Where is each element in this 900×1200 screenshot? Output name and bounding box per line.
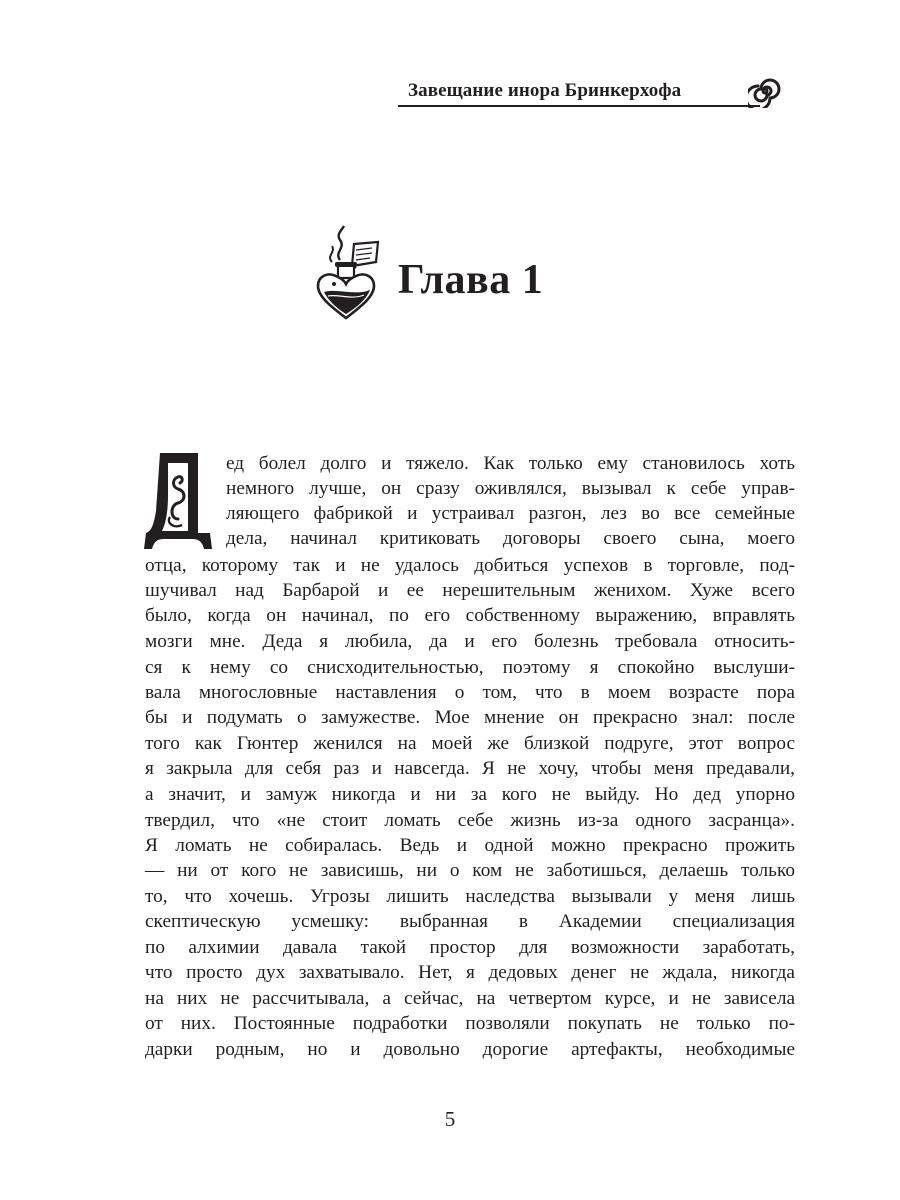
text-line: немного лучше, он сразу оживлялся, вызывал к себе управ- — [226, 478, 795, 499]
text-line: отца, которому так и не удалось добиться успехов в торговле, под- — [145, 555, 795, 576]
text-line: по алхимии давала такой простор для возможности заработать, — [145, 937, 795, 958]
text-line: бы и подумать о замужестве. Мое мнение он прекрасно знал: после — [145, 707, 795, 728]
text-line: от них. Постоянные подработки позволяли покупать не только по- — [145, 1013, 795, 1034]
chapter-title: Глава 1 — [398, 257, 544, 303]
text-line: что просто дух захватывало. Нет, я дедовых денег не ждала, никогда — [145, 962, 795, 983]
text-line: дарки родным, но и довольно дорогие артефакты, необходимые — [145, 1039, 795, 1060]
text-line: мозги мне. Деда я любила, да и его болезнь требовала относить- — [145, 631, 795, 652]
text-line: ед болел долго и тяжело. Как только ему становилось хоть — [226, 453, 795, 474]
header-rule — [398, 105, 760, 107]
chapter-heading — [312, 222, 612, 322]
text-line: того как Гюнтер женился на моей же близкой подруге, этот вопрос — [145, 733, 795, 754]
spiral-icon — [748, 74, 782, 108]
text-line: ляющего фабрикой и устраивал разгон, лез во все семейные — [226, 503, 795, 524]
text-line: было, когда он начинал, по его собственному выражению, вправлять — [145, 605, 795, 626]
text-line: Я ломать не собиралась. Ведь и одной можно прекрасно прожить — [145, 835, 795, 856]
text-line: я закрыла для себя раз и навсегда. Я не хочу, чтобы меня предавали, — [145, 758, 795, 779]
text-line: то, что хочешь. Угрозы лишить наследства вызывали у меня лишь — [145, 886, 795, 907]
potion-heart-flask-icon — [312, 222, 387, 322]
text-line: а значит, и замуж никогда и ни за кого не выйду. Но дед упорно — [145, 784, 795, 805]
text-line: дела, начинал критиковать договоры своего сына, моего — [226, 528, 795, 549]
text-line: скептическую усмешку: выбранная в Академии специализация — [145, 911, 795, 932]
running-header — [398, 72, 782, 108]
drop-cap-letter — [140, 445, 218, 555]
text-line: вала многословные наставления о том, что в моем возрасте пора — [145, 682, 795, 703]
text-line: шучивал над Барбарой и ее нерешительным женихом. Хуже всего — [145, 580, 795, 601]
running-title: Завещание инора Бринкерхофа — [408, 80, 682, 101]
page-number: 5 — [444, 1107, 456, 1131]
text-line: — ни от кого не зависишь, ни о ком не заботишься, делаешь только — [145, 860, 795, 881]
text-line: твердил, что «не стоит ломать себе жизнь из-за одного засранца». — [145, 810, 795, 831]
text-line: ся к нему со снисходительностью, поэтому я спокойно выслуши- — [145, 657, 795, 678]
text-line: на них не рассчитывала, а сейчас, на четвертом курсе, и не зависела — [145, 988, 795, 1009]
